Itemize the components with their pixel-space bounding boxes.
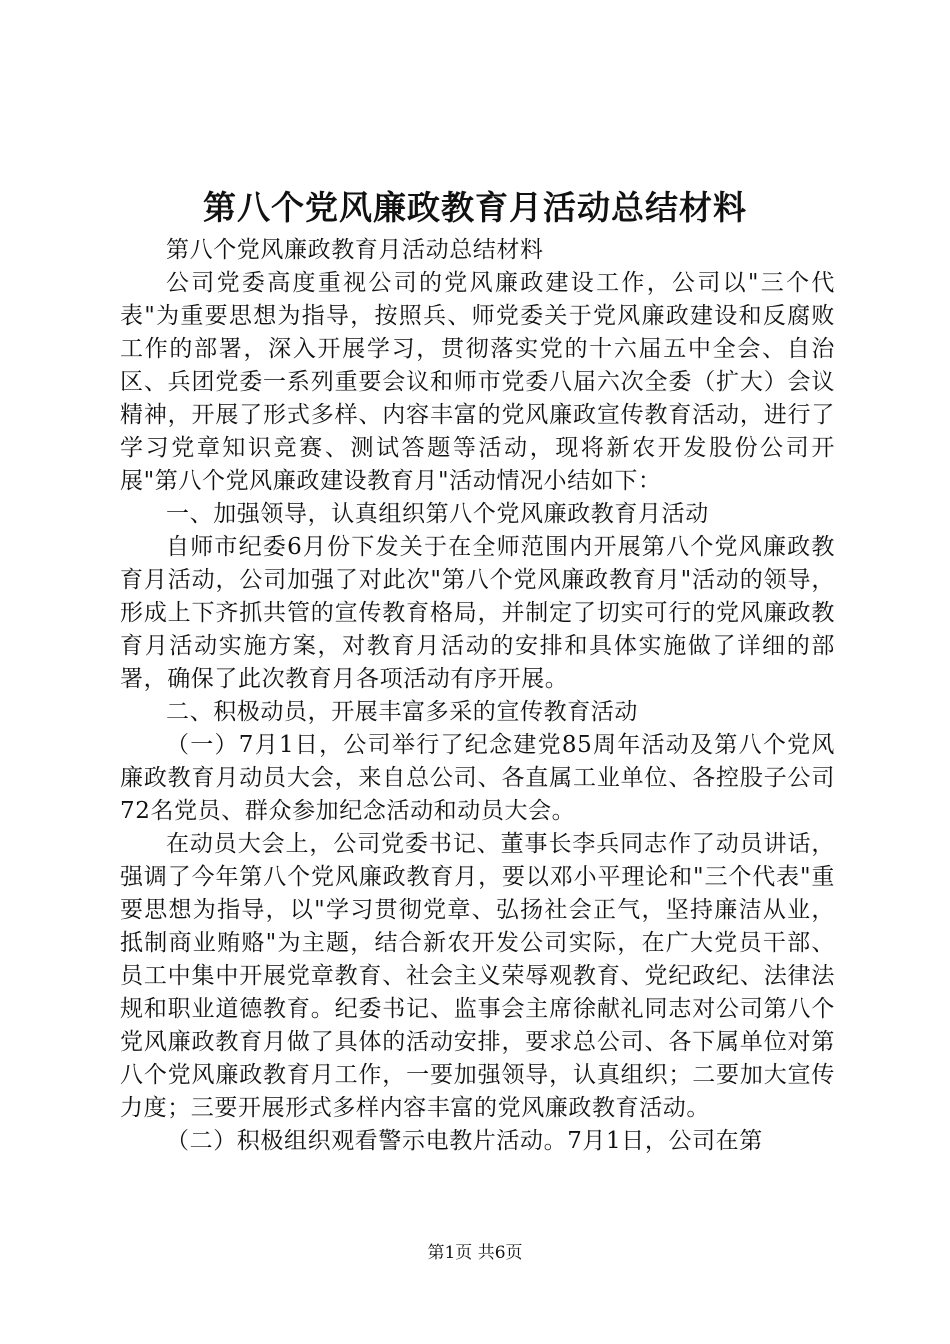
paragraph-section-1: 自师市纪委6月份下发关于在全师范围内开展第八个党风廉政教育月活动，公司加强了对此次"第八个党风廉政教育月"活动的领导，形成上下齐抓共管的宣传教育格局，并制定了切实可行的党风廉政教育月活动实施方案，对教育月活动的安排和具体实施做了详细的部署，确保了此次教育月各项活动有序开展。 [120, 534, 835, 692]
document-body [120, 234, 835, 1158]
paragraph-item-1: （一）7月1日，公司举行了纪念建党85周年活动及第八个党风廉政教育月动员大会，来自总公司、各直属工业单位、各控股子公司72名党员、群众参加纪念活动和动员大会。 [120, 732, 835, 824]
paragraph-speech: 在动员大会上，公司党委书记、董事长李兵同志作了动员讲话，强调了今年第八个党风廉政教育月，要以邓小平理论和"三个代表"重要思想为指导，以"学习贯彻党章、弘扬社会正气，坚持廉洁从业，抵制商业贿赂"为主题，结合新农开发公司实际，在广大党员干部、员工中集中开展党章教育、社会主义荣辱观教育、党纪政纪、法律法规和职业道德教育。纪委书记、监事会主席徐献礼同志对公司第八个党风廉政教育月做了具体的活动安排，要求总公司、各下属单位对第八个党风廉政教育月工作，一要加强领导，认真组织；二要加大宣传力度；三要开展形式多样内容丰富的党风廉政教育活动。 [120, 831, 835, 1121]
document-title: 第八个党风廉政教育月活动总结材料 [203, 188, 747, 227]
paragraph-item-2: （二）积极组织观看警示电教片活动。7月1日，公司在第 [166, 1128, 763, 1154]
paragraph-subtitle: 第八个党风廉政教育月活动总结材料 [166, 237, 544, 263]
paragraph-intro: 公司党委高度重视公司的党风廉政建设工作，公司以"三个代表"为重要思想为指导，按照兵、师党委关于党风廉政建设和反腐败工作的部署，深入开展学习，贯彻落实党的十六届五中全会、自治区、兵团党委一系列重要会议和师市党委八届六次全委（扩大）会议精神，开展了形式多样、内容丰富的党风廉政宣传教育活动，进行了学习党章知识竞赛、测试答题等活动，现将新农开发股份公司开展"第八个党风廉政建设教育月"活动情况小结如下： [120, 270, 835, 494]
section-heading-1: 一、加强领导，认真组织第八个党风廉政教育月活动 [166, 501, 709, 527]
page-footer: 第1页 共6页 [427, 1243, 523, 1263]
section-heading-2: 二、积极动员，开展丰富多采的宣传教育活动 [166, 699, 638, 725]
